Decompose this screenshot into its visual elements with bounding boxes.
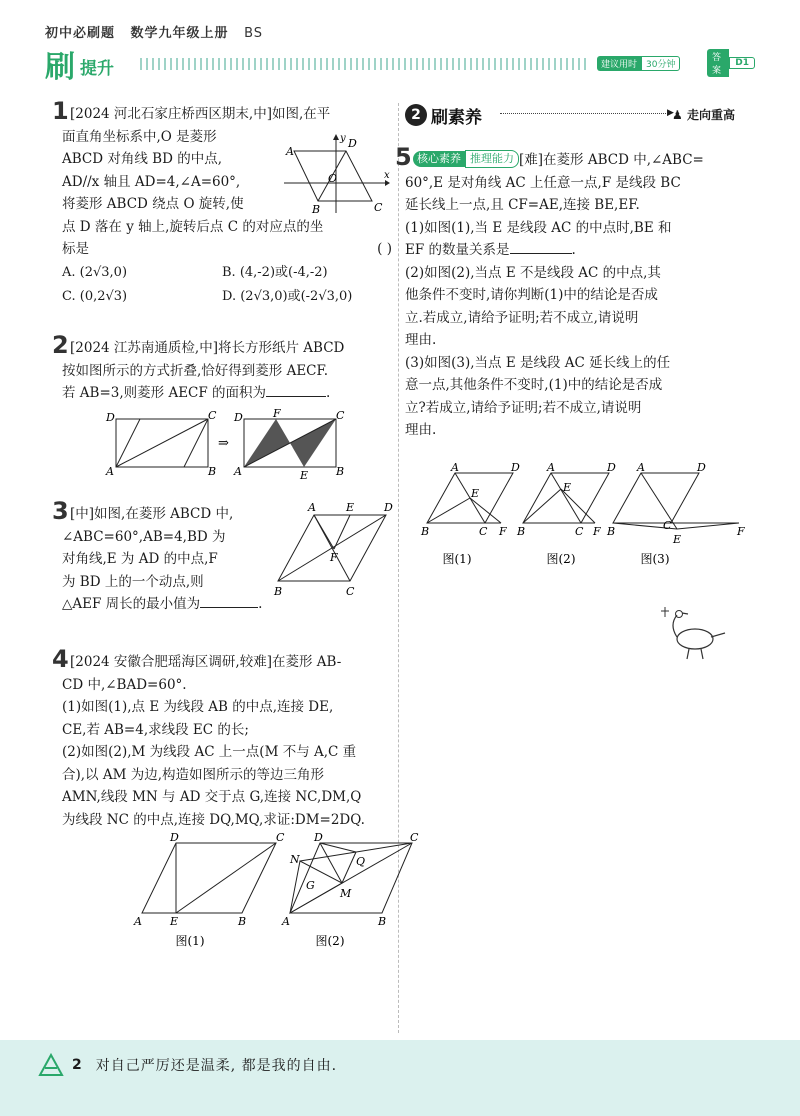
fig-label-1: 图(1)	[175, 934, 205, 948]
question-line: EF 的数量关系是 .	[405, 242, 576, 258]
svg-text:B: B	[274, 585, 283, 598]
question-number: 1	[52, 97, 69, 125]
left-column	[52, 97, 419, 971]
question-line: 理由.	[405, 422, 437, 438]
goose-mascot-icon	[655, 603, 735, 663]
svg-text:D: D	[384, 501, 393, 514]
question-line: 如图,在平	[271, 106, 331, 122]
svg-text:F: F	[330, 551, 338, 564]
question-line: 若 AB=3,则菱形 AECF 的面积为 .	[62, 385, 331, 401]
svg-text:D: D	[234, 411, 243, 424]
time-badge-label: 建议用时	[597, 56, 641, 71]
svg-text:Q: Q	[356, 855, 366, 868]
question-5	[395, 143, 745, 629]
svg-text:O: O	[284, 443, 294, 456]
svg-text:D: D	[314, 831, 323, 844]
svg-text:B: B	[208, 465, 217, 478]
answer-badge	[707, 53, 755, 76]
question-number: 3	[52, 497, 69, 525]
svg-text:G: G	[306, 879, 315, 892]
question-line: ∠ABC=60°,AB=4,BD 为	[62, 528, 226, 545]
ability-tag: 推理能力	[465, 150, 519, 168]
answer-badge-value: D1	[729, 57, 755, 69]
arrow-right-icon: ▶	[667, 108, 674, 118]
svg-text:B: B	[517, 525, 526, 538]
svg-text:C: C	[663, 519, 672, 532]
svg-text:D: D	[607, 461, 616, 474]
book-title: 初中必刷题	[45, 26, 116, 41]
question-source: [2024 安徽合肥瑶海区调研,较难]	[70, 654, 272, 670]
svg-text:A: A	[637, 461, 645, 474]
section-logo-small: 提升	[80, 59, 114, 79]
answer-badge-label: 答案	[707, 49, 729, 77]
option-c[interactable]: C. (0,2√3)	[62, 288, 128, 304]
header-decor-bar	[140, 58, 590, 70]
question-line: 为线段 NC 的中点,连接 DQ,MQ,求证:DM=2DQ.	[62, 811, 365, 828]
svg-text:B: B	[378, 915, 387, 928]
question-text: [2024 安徽合肥瑶海区调研,较难]在菱形 AB-	[70, 654, 342, 670]
question-line: (1)如图(1),点 E 为线段 AB 的中点,连接 DE,	[62, 699, 334, 715]
page-number: 2	[72, 1057, 82, 1073]
question-4	[52, 645, 419, 971]
option-d[interactable]: D. (2√3,0)或(-2√3,0)	[222, 288, 353, 304]
svg-text:F: F	[499, 525, 507, 538]
question-text: [2024 江苏南通质检,中]将长方形纸片 ABCD	[70, 340, 345, 356]
svg-text:D: D	[170, 831, 179, 844]
question-line: 按如图所示的方式折叠,恰好得到菱形 AECF.	[62, 362, 329, 379]
answer-blank[interactable]	[200, 594, 258, 608]
section-logo	[45, 48, 135, 85]
svg-text:B: B	[336, 465, 345, 478]
svg-text:O: O	[328, 172, 338, 185]
option-a[interactable]: A. (2√3,0)	[62, 264, 128, 280]
svg-text:C: C	[575, 525, 584, 538]
question-line: ABCD 对角线 BD 的中点,	[62, 151, 222, 167]
footer-motto: 对自己严厉还是温柔, 都是我的自由.	[95, 1058, 338, 1074]
svg-text:A: A	[286, 145, 294, 158]
question-2	[52, 331, 392, 501]
svg-text:D: D	[106, 411, 115, 424]
svg-text:C: C	[374, 201, 383, 214]
svg-text:E: E	[170, 915, 179, 928]
svg-text:C: C	[346, 585, 355, 598]
question-line: 对角线,E 为 AD 的中点,F	[62, 551, 218, 567]
svg-text:B: B	[312, 203, 321, 216]
q4-figures	[130, 831, 419, 957]
svg-text:⇒: ⇒	[218, 436, 229, 451]
question-line: 60°,E 是对角线 AC 上任意一点,F 是线段 BC	[405, 174, 681, 191]
time-badge	[597, 55, 680, 71]
question-number: 5	[395, 143, 412, 171]
svg-text:E: E	[346, 501, 355, 514]
svg-text:E: E	[563, 481, 572, 494]
question-number: 4	[52, 645, 69, 673]
question-line: AMN,线段 MN 与 AD 交于点 G,连接 NC,DM,Q	[62, 789, 362, 805]
page-header	[45, 22, 755, 85]
question-line: 他条件不变时,请你判断(1)中的结论是否成	[405, 287, 658, 303]
question-line: 标是 ( )	[62, 238, 392, 261]
question-line: CD 中,∠BAD=60°.	[62, 676, 187, 693]
fig-label-3: 图(3)	[640, 552, 670, 566]
section-number-icon: 2	[405, 104, 427, 126]
q3-figure	[274, 501, 394, 601]
svg-text:F: F	[737, 525, 745, 538]
options-grid	[62, 261, 392, 309]
fig-label-1: 图(1)	[442, 552, 472, 566]
question-line: 为 BD 上的一个动点,则	[62, 573, 204, 590]
svg-text:B: B	[607, 525, 616, 538]
question-text: 核心素养 推理能力 [难]在菱形 ABCD 中,∠ABC=	[405, 149, 735, 172]
question-line: (1)如图(1),当 E 是线段 AC 的中点时,BE 和	[405, 219, 672, 236]
core-literacy-tag: 核心素养	[413, 151, 465, 167]
section-title: 刷素养	[431, 108, 482, 128]
svg-text:F: F	[273, 407, 281, 420]
svg-text:A: A	[106, 465, 114, 478]
svg-text:D: D	[697, 461, 706, 474]
svg-text:C: C	[410, 831, 419, 844]
question-text	[62, 103, 392, 126]
section-header	[405, 103, 735, 131]
section-subtitle: ♟ 走向重高	[672, 108, 735, 122]
option-b[interactable]: B. (4,-2)或(-4,-2)	[222, 264, 328, 280]
question-line: AD//x 轴且 AD=4,∠A=60°,	[62, 173, 241, 190]
question-line: 点 D 落在 y 轴上,旋转后点 C 的对应点的坐	[62, 218, 324, 235]
question-line: 面直角坐标系中,O 是菱形	[62, 128, 217, 145]
fig-label-2: 图(2)	[315, 934, 345, 948]
header-book-info	[45, 22, 755, 41]
edition-label: BS	[244, 26, 264, 41]
q1-figure	[284, 133, 394, 215]
time-badge-value: 30分钟	[641, 56, 680, 71]
brand-logo-icon	[38, 1053, 64, 1077]
question-line: (2)如图(2),当点 E 不是线段 AC 的中点,其	[405, 264, 661, 281]
question-source: [中]	[70, 506, 95, 522]
svg-text:E: E	[300, 469, 309, 482]
svg-text:C: C	[208, 409, 217, 422]
svg-text:B: B	[238, 915, 247, 928]
q5-figures	[415, 463, 745, 583]
svg-text:A: A	[134, 915, 142, 928]
question-line: 理由.	[405, 332, 437, 348]
answer-paren: ( )	[377, 241, 392, 257]
svg-text:C: C	[336, 409, 345, 422]
question-line: 将菱形 ABCD 绕点 O 旋转,使	[62, 196, 244, 212]
svg-text:E: E	[471, 487, 480, 500]
svg-text:D: D	[511, 461, 520, 474]
right-column	[395, 103, 745, 629]
question-number: 2	[52, 331, 69, 359]
question-source: [2024 河北石家庄桥西区期末,中]	[70, 106, 272, 122]
svg-text:E: E	[673, 533, 682, 546]
question-line: △AEF 周长的最小值为 .	[62, 596, 263, 612]
svg-text:C: C	[276, 831, 285, 844]
svg-text:C: C	[479, 525, 488, 538]
question-text: [中]如图,在菱形 ABCD 中,	[70, 506, 234, 522]
question-3	[52, 497, 393, 643]
question-line: 合),以 AM 为边,构造如图所示的等边三角形	[62, 766, 325, 783]
question-line: 立?若成立,请给予证明;若不成立,请说明	[405, 399, 642, 416]
section-logo-big: 刷	[45, 50, 75, 85]
question-line: 立.若成立,请给予证明;若不成立,请说明	[405, 309, 639, 326]
svg-text:A: A	[234, 465, 242, 478]
question-line: 意一点,其他条件不变时,(1)中的结论是否成	[405, 377, 663, 393]
svg-text:B: B	[421, 525, 430, 538]
question-line: (3)如图(3),当点 E 是线段 AC 延长线上的任	[405, 354, 671, 371]
question-line: 延长线上一点,且 CF=AE,连接 BE,EF.	[405, 197, 640, 213]
svg-text:x: x	[384, 170, 390, 181]
subject-title: 数学九年级上册	[130, 26, 229, 41]
svg-text:A: A	[451, 461, 459, 474]
fig-label-2: 图(2)	[546, 552, 576, 566]
answer-blank[interactable]	[266, 383, 326, 397]
question-line: CE,若 AB=4,求线段 EC 的长;	[62, 721, 249, 738]
svg-text:A: A	[547, 461, 555, 474]
question-source: [2024 江苏南通质检,中]	[70, 340, 218, 356]
question-level: [难]	[519, 152, 544, 168]
svg-text:M: M	[340, 887, 352, 900]
svg-text:D: D	[348, 137, 357, 150]
svg-text:y: y	[340, 133, 346, 144]
svg-text:N: N	[290, 853, 300, 866]
svg-text:A: A	[282, 915, 290, 928]
question-line: (2)如图(2),M 为线段 AC 上一点(M 不与 A,C 重	[62, 744, 357, 760]
section-dotted-line	[500, 113, 670, 114]
question-1	[52, 97, 392, 331]
page-footer	[0, 1040, 800, 1116]
q2-figure	[104, 407, 354, 483]
answer-blank[interactable]	[510, 240, 572, 254]
svg-text:F: F	[593, 525, 601, 538]
svg-text:A: A	[308, 501, 316, 514]
